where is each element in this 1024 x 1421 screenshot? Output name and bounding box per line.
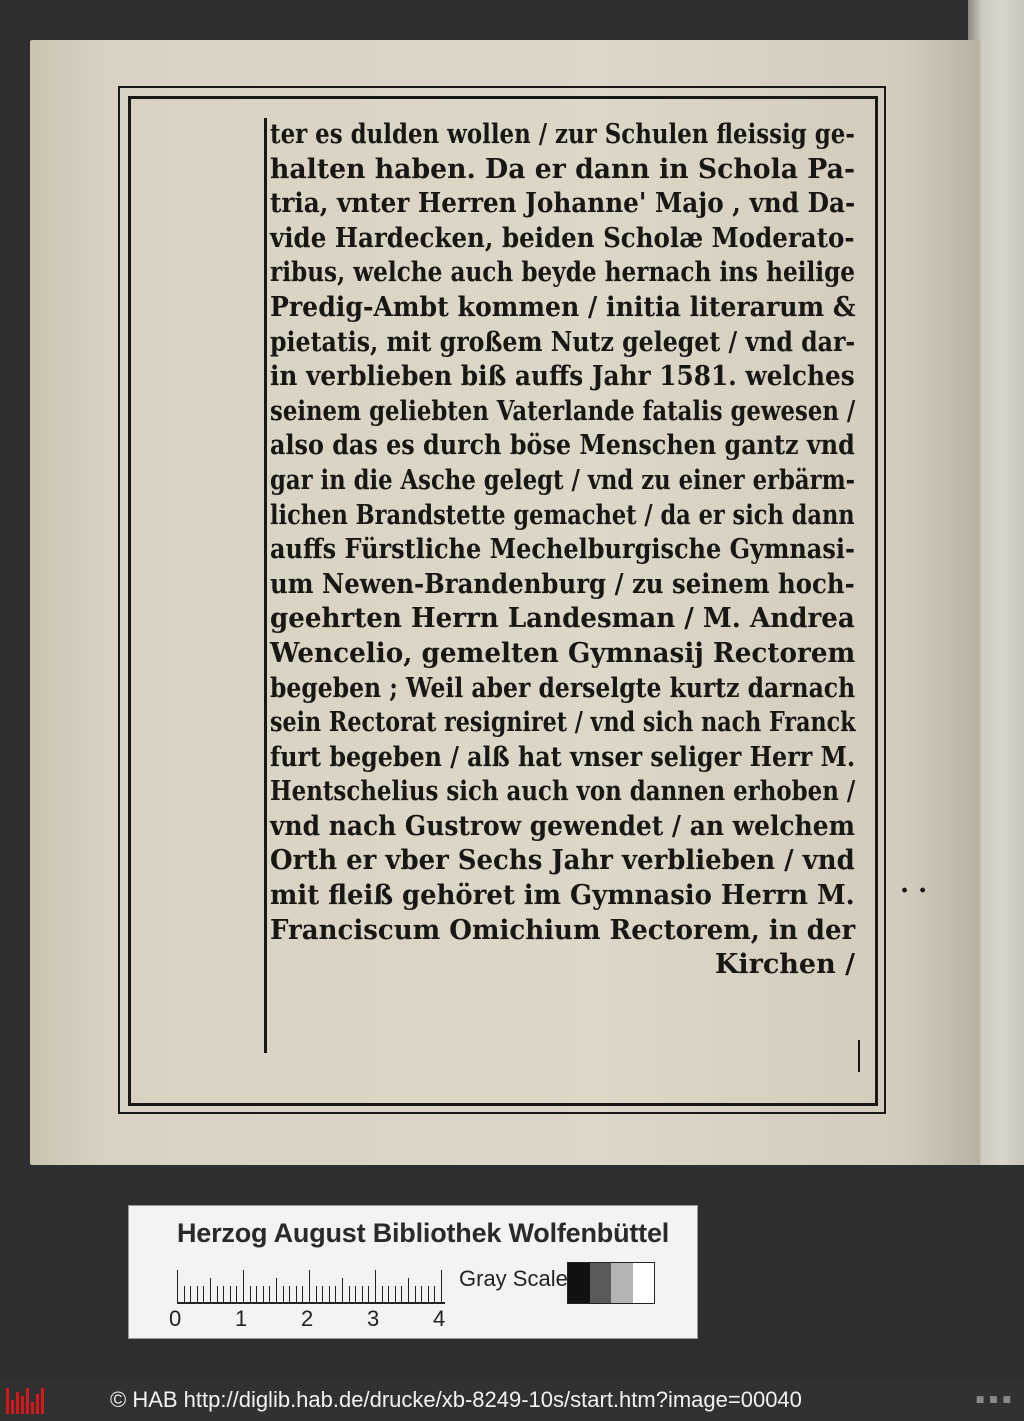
footer-dots-icon: ■ ■ ■ (975, 1395, 1012, 1405)
hab-logo-icon (6, 1388, 46, 1414)
ruler-tick (296, 1286, 297, 1304)
text-line: vnd nach Gustrow gewendet / an welchem (270, 810, 855, 842)
text-line: ribus, welche auch beyde hernach ins heilige (270, 257, 856, 289)
text-line: Hentschelius sich auch von dannen erhoben / (270, 776, 856, 808)
ruler-number: 1 (235, 1306, 248, 1331)
library-name: Herzog August Bibliothek Wolfenbüttel (177, 1218, 670, 1248)
text-line: in verblieben biß auffs Jahr 1581. welches (270, 361, 855, 393)
ruler-tick (217, 1286, 218, 1304)
ruler-number: 4 (433, 1306, 446, 1331)
text-line: begeben ; Weil aber derselgte kurtz darnach (270, 672, 856, 704)
ruler-tick (197, 1286, 198, 1304)
ruler-tick (210, 1278, 211, 1304)
gray-swatch (633, 1263, 655, 1303)
logo-bar (31, 1402, 34, 1414)
gray-swatch (611, 1263, 633, 1303)
gray-swatch (568, 1263, 590, 1303)
page-text (270, 118, 855, 983)
ruler-tick (428, 1286, 429, 1304)
ruler-tick (382, 1286, 383, 1304)
text-margin-rule (264, 118, 267, 1053)
logo-bar (16, 1392, 19, 1414)
gray-scale-label: Gray Scale (459, 1266, 568, 1291)
ruler-tick (190, 1286, 191, 1304)
logo-bar (21, 1396, 24, 1414)
ruler-numbers (169, 1306, 469, 1332)
ruler-number: 2 (301, 1306, 314, 1331)
ruler-tick (203, 1286, 204, 1304)
ruler-tick (184, 1286, 185, 1304)
ruler-tick (276, 1278, 277, 1304)
ruler-tick (375, 1270, 376, 1304)
text-line: Wencelio, gemelten Gymnasij Rectorem (270, 637, 856, 669)
text-line: furt begeben / alß hat vnser seliger Herr M. (270, 741, 856, 773)
ruler-tick (434, 1286, 435, 1304)
ruler-tick (368, 1286, 369, 1304)
text-line: auffs Fürstliche Mechelburgische Gymnasi- (270, 534, 855, 566)
ruler-tick (322, 1286, 323, 1304)
gray-swatch (590, 1263, 612, 1303)
ruler-tick (355, 1286, 356, 1304)
logo-bar (11, 1400, 14, 1414)
ruler-tick (236, 1286, 237, 1304)
text-line: tria, vnter Herren Johanne' Majo , vnd Da- (270, 188, 856, 220)
ruler-tick (441, 1270, 442, 1304)
text-line: also das es durch böse Menschen gantz vnd (270, 430, 855, 462)
ruler-tick (395, 1286, 396, 1304)
ruler-tick (302, 1286, 303, 1304)
ruler-tick (421, 1286, 422, 1304)
text-line: ter es dulden wollen / zur Schulen fleissig ge- (270, 119, 855, 150)
ruler-tick (177, 1270, 178, 1304)
ruler-tick (243, 1270, 244, 1304)
ruler-tick (342, 1278, 343, 1304)
text-line: gar in die Asche gelegt / vnd zu einer erbärm- (270, 464, 856, 496)
ruler-tick (223, 1286, 224, 1304)
scale-card (128, 1205, 698, 1339)
text-line: Kirchen / (714, 949, 855, 981)
ruler-number: 3 (367, 1306, 380, 1331)
ruler-tick (309, 1270, 310, 1304)
ruler-tick (362, 1286, 363, 1304)
logo-bar (26, 1388, 29, 1414)
ruler-tick (349, 1286, 350, 1304)
text-line: seinem geliebten Vaterlande fatalis gewesen / (270, 395, 856, 427)
ruler-tick (289, 1286, 290, 1304)
text-line: pietatis, mit großem Nutz geleget / vnd dar- (270, 326, 856, 358)
text-line: sein Rectorat resigniret / vnd sich nach Franck (270, 707, 856, 739)
margin-dots: · · (900, 876, 928, 906)
ruler-tick (415, 1286, 416, 1304)
ruler-tick (256, 1286, 257, 1304)
text-line: lichen Brandstette gemachet / da er sich dann (270, 499, 855, 531)
text-line: Orth er vber Sechs Jahr verblieben / vnd (270, 845, 855, 877)
ruler-tick (329, 1286, 330, 1304)
text-line: geehrten Herrn Landesman / M. Andrea (270, 603, 855, 635)
text-line: Franciscum Omichium Rectorem, in der (270, 914, 856, 946)
logo-bar (41, 1388, 44, 1414)
ruler-tick (283, 1286, 284, 1304)
logo-bar (36, 1394, 39, 1414)
ruler (177, 1268, 445, 1304)
text-line: halten haben. Da er dann in Schola Pa- (270, 153, 856, 185)
text-line: vide Hardecken, beiden Scholæ Moderato- (270, 222, 855, 254)
footer-url-text[interactable]: © HAB http://diglib.hab.de/drucke/xb-8249-10s/start.htm?image=00040 (110, 1387, 802, 1412)
text-line: mit fleiß gehöret im Gymnasio Herrn M. (270, 880, 855, 912)
text-line: Predig-Ambt kommen / initia literarum & (270, 291, 856, 323)
ruler-tick (388, 1286, 389, 1304)
logo-bar (6, 1388, 9, 1414)
gray-scale-swatches (567, 1262, 655, 1304)
ruler-tick (263, 1286, 264, 1304)
ruler-tick (269, 1286, 270, 1304)
ruler-tick (316, 1286, 317, 1304)
ruler-tick (408, 1278, 409, 1304)
catchword-rule (858, 1040, 860, 1072)
ruler-tick (401, 1286, 402, 1304)
footer-bar (0, 1380, 1024, 1421)
ruler-tick (230, 1286, 231, 1304)
ruler-number: 0 (169, 1306, 182, 1331)
text-line: um Newen-Brandenburg / zu seinem hoch- (270, 568, 855, 600)
ruler-tick (335, 1286, 336, 1304)
ruler-tick (250, 1286, 251, 1304)
